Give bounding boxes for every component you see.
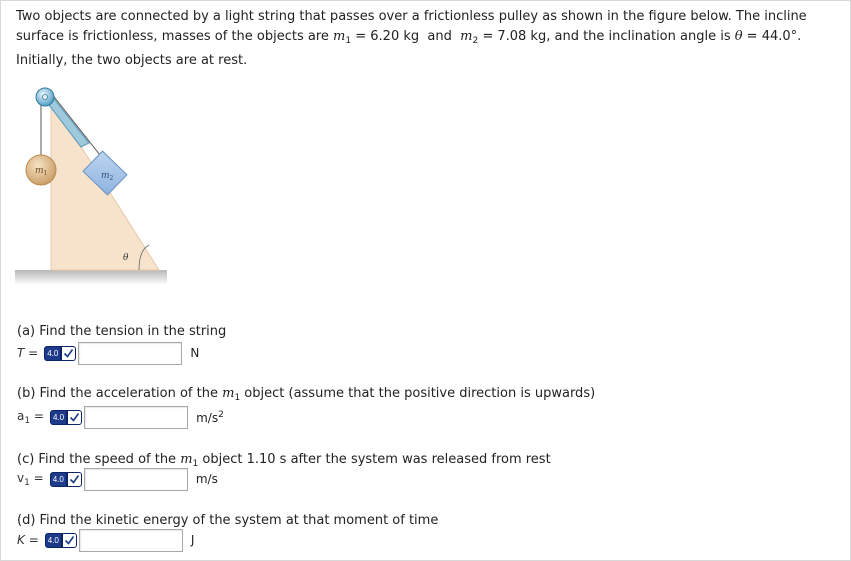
checkmark-icon [67,472,82,487]
part-c-answer-row [17,468,218,490]
speed-input[interactable] [84,468,188,491]
tension-unit: N [190,346,200,360]
problem-text: surface is frictionless, masses of the objects are [16,29,334,44]
problem-statement [16,7,836,71]
checkmark-icon [67,410,82,425]
version-badge [45,533,77,548]
equals: = [351,29,371,44]
tension-variable: T = [17,346,39,360]
part-a-question: (a) Find the tension in the string [17,324,227,339]
problem-text: , and the inclination angle is [546,29,735,44]
checkmark-icon [62,533,77,548]
kinetic-energy-variable: K = [17,533,39,547]
badge-version-text: 4.0 [50,472,67,487]
acceleration-input[interactable] [84,406,188,429]
version-badge [44,346,76,361]
m2-figure-label: $m_2$ [101,171,114,182]
speed-variable: $v_1$ = [17,470,44,488]
equals: = [742,29,762,44]
pulley-axle [43,95,48,100]
problem-line-1: Two objects are connected by a light string that passes over a frictionless pulley as shown in the figure below. The incline [16,9,807,24]
version-badge [50,410,82,425]
speed-unit: m/s [195,472,218,486]
theta-value: 44.0° [761,29,798,44]
version-badge [50,472,82,487]
equals: = [478,29,498,44]
part-d-question: (d) Find the kinetic energy of the system at that moment of time [17,513,439,528]
ground [15,270,167,285]
badge-version-text: 4.0 [50,410,67,425]
problem-line-3: Initially, the two objects are at rest. [16,53,248,68]
part-b-question: (b) Find the acceleration of the $m_1$ object (assume that the positive direction is upwards) [17,386,596,403]
m1-symbol: m [333,29,346,44]
m1-value: 6.20 kg [370,29,420,44]
part-c-question: (c) Find the speed of the $m_1$ object 1.10 s after the system was released from rest [17,452,551,469]
m2-symbol: m [460,29,473,44]
badge-version-text: 4.0 [45,533,62,548]
incline-pulley-figure [15,85,167,285]
badge-version-text: 4.0 [44,346,61,361]
part-d-answer-row [17,529,194,551]
time-value: 1.10 s [246,452,287,467]
m1-figure-label: $m_1$ [35,166,48,177]
period: . [797,29,802,44]
and-text: and [419,29,461,44]
tension-input[interactable] [78,342,182,365]
acceleration-unit: $m/s^2$ [196,409,224,425]
acceleration-variable: $a_1$ = [17,408,44,426]
theta-figure-label: θ [123,253,129,263]
m2-value: 7.08 kg [497,29,547,44]
part-a-answer-row [17,342,199,364]
part-b-answer-row [17,406,224,428]
m2-subscript: 2 [472,36,479,46]
theta-symbol: θ [734,29,743,44]
kinetic-energy-unit: J [190,533,195,547]
checkmark-icon [61,346,76,361]
problem-line-2 [16,27,836,51]
kinetic-energy-input[interactable] [79,529,183,552]
m1-subscript: 1 [345,36,352,46]
